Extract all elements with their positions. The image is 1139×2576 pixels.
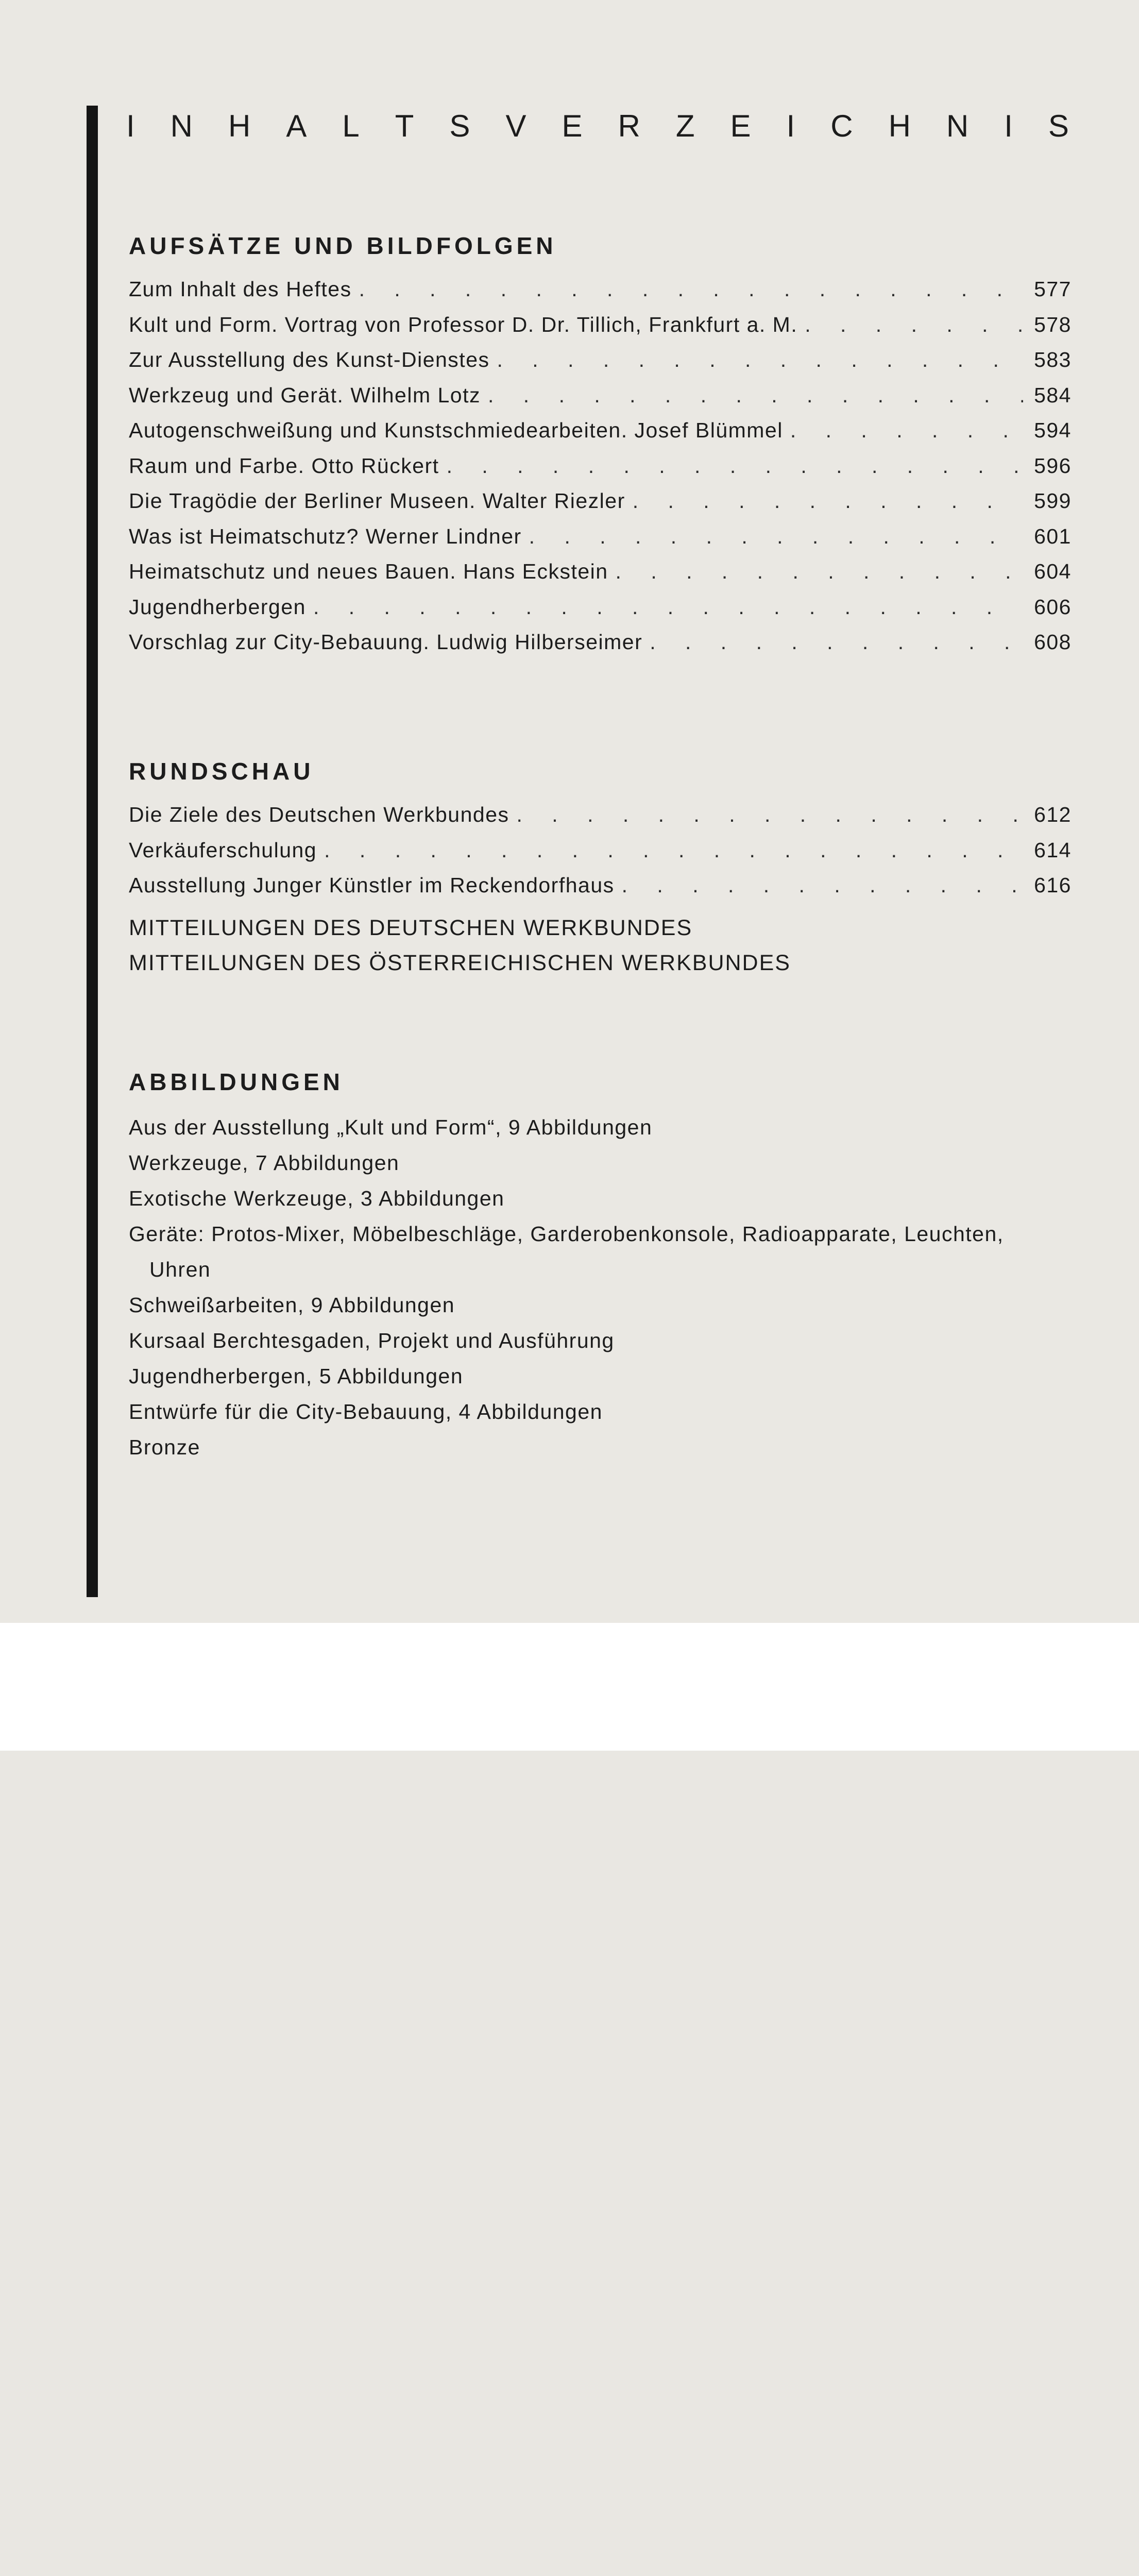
mitteilungen-line: MITTEILUNGEN DES DEUTSCHEN WERKBUNDES xyxy=(129,915,693,940)
title-letter: N xyxy=(946,109,969,143)
footer-bar xyxy=(0,1623,1139,1751)
dot-leader xyxy=(622,868,1023,903)
dot-leader xyxy=(633,483,1023,519)
toc-entry xyxy=(129,797,1072,833)
dot-leader xyxy=(488,378,1023,413)
toc-title: Zur Ausstellung des Kunst-Dienstes xyxy=(129,348,490,371)
toc-title: Kult und Form. Vortrag von Professor D. Dr. Tillich, Frankfurt a. M. xyxy=(129,312,798,336)
toc-entry xyxy=(129,413,1072,448)
title-letter: S xyxy=(449,109,470,143)
title-letter: R xyxy=(618,109,640,143)
toc-entry xyxy=(129,307,1072,343)
toc-entry xyxy=(129,448,1072,484)
toc-title: Autogenschweißung und Kunstschmiedearbeiten. Josef Blümmel xyxy=(129,418,783,442)
toc-title: Die Tragödie der Berliner Museen. Walter Riezler xyxy=(129,489,625,513)
toc-list xyxy=(129,272,1072,660)
section-heading: ABBILDUNGEN xyxy=(129,1069,344,1095)
title-letter: E xyxy=(562,109,583,143)
page-title xyxy=(126,106,1069,147)
toc-list xyxy=(129,797,1072,903)
section-rundschau xyxy=(129,755,1072,980)
dot-leader xyxy=(616,554,1023,589)
toc-entry xyxy=(129,589,1072,625)
toc-entry xyxy=(129,833,1072,868)
dot-leader xyxy=(359,272,1023,307)
dot-leader xyxy=(447,448,1023,484)
title-letter: I xyxy=(1004,109,1013,143)
toc-title: Raum und Farbe. Otto Rückert xyxy=(129,453,439,478)
dot-leader xyxy=(805,307,1023,343)
list-item: Jugendherbergen, 5 Abbildungen xyxy=(129,1364,464,1388)
title-letter: H xyxy=(888,109,911,143)
toc-page: 599 xyxy=(1034,489,1072,513)
toc-entry xyxy=(129,483,1072,519)
title-letter: L xyxy=(342,109,360,143)
dot-leader xyxy=(790,413,1023,448)
title-letter: V xyxy=(505,109,526,143)
section-aufsaetze xyxy=(129,229,1072,660)
toc-entry xyxy=(129,378,1072,413)
toc-title: Die Ziele des Deutschen Werkbundes xyxy=(129,803,509,826)
title-letter: C xyxy=(830,109,853,143)
title-letter: H xyxy=(228,109,251,143)
toc-page: 594 xyxy=(1034,418,1072,442)
toc-title: Vorschlag zur City-Bebauung. Ludwig Hilberseimer xyxy=(129,630,643,654)
list-item: Werkzeuge, 7 Abbildungen xyxy=(129,1151,400,1175)
section-heading: RUNDSCHAU xyxy=(129,758,314,785)
toc-title: Jugendherbergen xyxy=(129,595,306,619)
title-letter: I xyxy=(126,109,135,143)
dot-leader xyxy=(324,833,1023,868)
list-item: Geräte: Protos-Mixer, Möbelbeschläge, Garderobenkonsole, Radioapparate, Leuchten, xyxy=(129,1222,1004,1246)
list-item: Schweißarbeiten, 9 Abbildungen xyxy=(129,1293,455,1317)
toc-entry xyxy=(129,272,1072,307)
toc-page: 614 xyxy=(1034,838,1072,862)
title-letter: I xyxy=(786,109,795,143)
toc-entry xyxy=(129,342,1072,378)
dot-leader xyxy=(529,519,1023,554)
list-item: Bronze xyxy=(129,1435,200,1459)
dot-leader xyxy=(650,624,1023,660)
list-item: Entwürfe für die City-Bebauung, 4 Abbildungen xyxy=(129,1400,603,1423)
toc-title: Heimatschutz und neues Bauen. Hans Eckstein xyxy=(129,560,608,583)
list-item-continuation: Uhren xyxy=(149,1258,211,1281)
toc-page: 601 xyxy=(1034,524,1072,548)
illustration-list xyxy=(129,1110,1072,1465)
vertical-black-rule xyxy=(87,106,98,1597)
toc-page: 608 xyxy=(1034,630,1072,654)
toc-page: 616 xyxy=(1034,873,1072,897)
title-letter: A xyxy=(286,109,307,143)
dot-leader xyxy=(313,589,1023,625)
toc-page: 612 xyxy=(1034,803,1072,826)
toc-page: 596 xyxy=(1034,453,1072,478)
title-letter: Z xyxy=(675,109,695,143)
toc-title: Zum Inhalt des Heftes xyxy=(129,277,352,301)
toc-page: 583 xyxy=(1034,348,1072,371)
toc-page: 606 xyxy=(1034,595,1072,619)
title-letter: E xyxy=(730,109,751,143)
title-letter: T xyxy=(395,109,414,143)
section-abbildungen xyxy=(129,1065,1072,1465)
title-letter: S xyxy=(1048,109,1069,143)
toc-entry xyxy=(129,519,1072,554)
toc-entry xyxy=(129,624,1072,660)
dot-leader xyxy=(497,342,1024,378)
toc-title: Ausstellung Junger Künstler im Reckendorfhaus xyxy=(129,873,615,897)
toc-page: 577 xyxy=(1034,277,1072,301)
toc-title: Verkäuferschulung xyxy=(129,838,317,862)
toc-entry xyxy=(129,868,1072,903)
toc-entry xyxy=(129,554,1072,589)
title-letter: N xyxy=(170,109,193,143)
toc-page: 578 xyxy=(1034,312,1072,336)
toc-page: 584 xyxy=(1034,383,1072,407)
section-heading: AUFSÄTZE UND BILDFOLGEN xyxy=(129,232,557,259)
mitteilungen-line: MITTEILUNGEN DES ÖSTERREICHISCHEN WERKBUNDES xyxy=(129,950,791,975)
dot-leader xyxy=(517,797,1024,833)
toc-page: 604 xyxy=(1034,560,1072,583)
toc-title: Was ist Heimatschutz? Werner Lindner xyxy=(129,524,522,548)
list-item: Exotische Werkzeuge, 3 Abbildungen xyxy=(129,1187,505,1210)
toc-title: Werkzeug und Gerät. Wilhelm Lotz xyxy=(129,383,481,407)
list-item: Aus der Ausstellung „Kult und Form“, 9 Abbildungen xyxy=(129,1115,653,1139)
list-item: Kursaal Berchtesgaden, Projekt und Ausführung xyxy=(129,1329,615,1352)
mitteilungen-block xyxy=(129,910,1072,980)
